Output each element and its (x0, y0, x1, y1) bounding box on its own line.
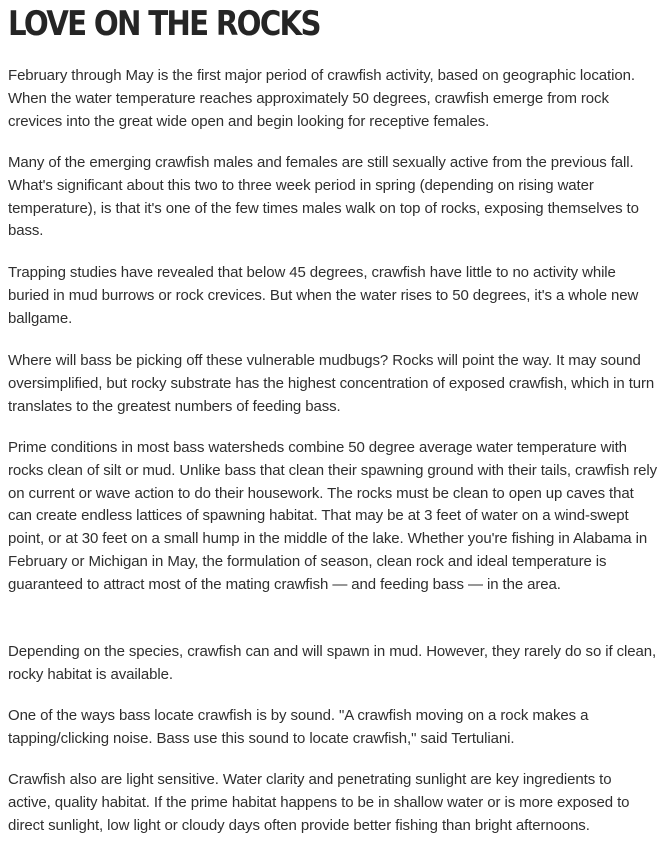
article-paragraph: February through May is the first major period of crawfish activity, based on geographic location. When the water temperature reaches approximately 50 degrees, crawfish emerge from rock crevices into the great wide open and begin looking for receptive females. (8, 67, 635, 130)
article-paragraph: One of the ways bass locate crawfish is by sound. "A crawfish moving on a rock makes a tapping/clicking noise. Bass use this sound to locate crawfish," said Tertuliani. (8, 707, 589, 747)
article-paragraph: Depending on the species, crawfish can and will spawn in mud. However, they rarely do so if clean, rocky habitat is available. (8, 643, 657, 683)
article-paragraph: Where will bass be picking off these vulnerable mudbugs? Rocks will point the way. It may sound oversimplified, but rocky substrate has the highest concentration of exposed crawfish, which in turn translates to the greatest numbers of feeding bass. (8, 352, 655, 415)
article (8, 0, 658, 834)
article-title: LOVE ON THE ROCKS (8, 4, 320, 44)
article-paragraph: Many of the emerging crawfish males and females are still sexually active from the previous fall. What's significant about this two to three week period in spring (depending on rising water temperature), is that it's one of the few times males walk on top of rocks, exposing themselves to bass. (8, 154, 639, 240)
article-paragraph: Prime conditions in most bass watersheds combine 50 degree average water temperature with rocks clean of silt or mud. Unlike bass that clean their spawning ground with their tails, crawfish rely on current or wave action to do their housework. The rocks must be clean to open up caves that can create endless lattices of spawning habitat. That may be at 3 feet of water on a wind-swept point, or at 30 feet on a small hump in the middle of the lake. Whether you're fishing in Alabama in February or Michigan in May, the formulation of season, clean rock and ideal temperature is guaranteed to attract most of the mating crawfish — and feeding bass — in the area. (8, 439, 658, 593)
article-paragraph: Trapping studies have revealed that below 45 degrees, crawfish have little to no activity while buried in mud burrows or rock crevices. But when the water rises to 50 degrees, it's a whole new ballgame. (8, 264, 639, 327)
article-paragraph: Crawfish also are light sensitive. Water clarity and penetrating sunlight are key ingredients to active, quality habitat. If the prime habitat happens to be in shallow water or is more exposed to direct sunlight, low light or cloudy days often provide better fishing than bright afternoons. (8, 771, 630, 834)
